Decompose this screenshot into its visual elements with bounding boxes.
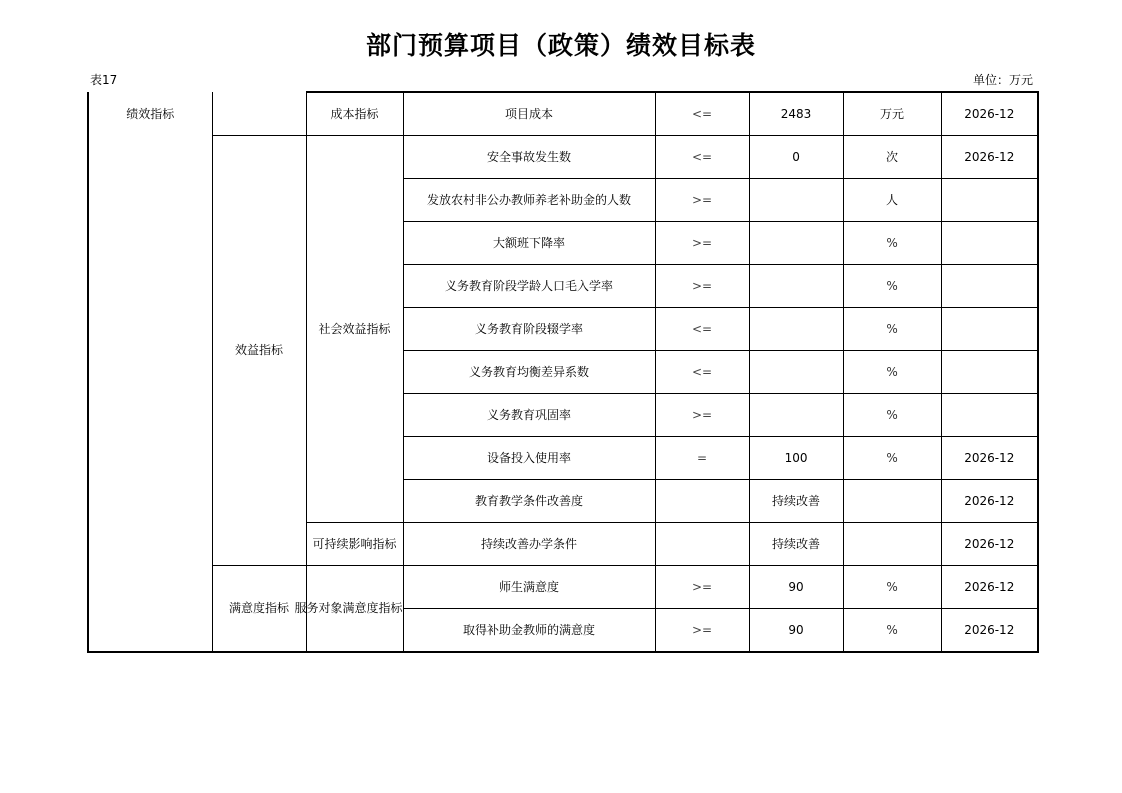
row-operator: >= <box>655 265 749 308</box>
row-value <box>749 265 843 308</box>
row-name: 取得补助金教师的满意度 <box>403 609 655 653</box>
row-operator: <= <box>655 136 749 179</box>
row-operator: >= <box>655 566 749 609</box>
row-operator: <= <box>655 308 749 351</box>
row-unit: % <box>843 222 941 265</box>
row-date <box>941 308 1038 351</box>
row-value <box>749 179 843 222</box>
row-name: 大额班下降率 <box>403 222 655 265</box>
row-name: 义务教育均衡差异系数 <box>403 351 655 394</box>
performance-table <box>87 91 1039 653</box>
row-name-text: 教育教学条件改善度 <box>475 494 584 508</box>
row-date: 2026-12 <box>941 609 1038 653</box>
row-name: 安全事故发生数 <box>403 136 655 179</box>
row-name <box>403 480 655 523</box>
row-name: 发放农村非公办教师养老补助金的人数 <box>403 179 655 222</box>
level2-satisfaction-cell: 满意度指标 <box>212 566 306 653</box>
row-date: 2026-12 <box>941 92 1038 136</box>
row-value: 0 <box>749 136 843 179</box>
row-unit: 人 <box>843 179 941 222</box>
row-date: 2026-12 <box>941 566 1038 609</box>
row-value: 持续改善 <box>749 523 843 566</box>
table-row <box>88 136 1038 179</box>
row-name: 义务教育巩固率 <box>403 394 655 437</box>
row-name: 师生满意度 <box>403 566 655 609</box>
row-unit: % <box>843 265 941 308</box>
row-operator: >= <box>655 609 749 653</box>
row-operator: <= <box>655 92 749 136</box>
row-date <box>941 222 1038 265</box>
row-unit: 万元 <box>843 92 941 136</box>
row-value <box>749 308 843 351</box>
row-value: 2483 <box>749 92 843 136</box>
row-name: 项目成本 <box>403 92 655 136</box>
row-value: 90 <box>749 609 843 653</box>
row-unit <box>843 523 941 566</box>
row-operator <box>655 480 749 523</box>
row-operator: <= <box>655 351 749 394</box>
row-unit: 次 <box>843 136 941 179</box>
row-date: 2026-12 <box>941 480 1038 523</box>
row-unit <box>843 480 941 523</box>
row-date: 2026-12 <box>941 523 1038 566</box>
level2-empty-cell <box>212 92 306 136</box>
row-operator <box>655 523 749 566</box>
level1-perf-cell: 绩效指标 <box>88 92 212 652</box>
row-name: 义务教育阶段学龄人口毛入学率 <box>403 265 655 308</box>
row-value: 持续改善 <box>749 480 843 523</box>
row-unit: % <box>843 394 941 437</box>
table-row <box>88 566 1038 609</box>
level3-cost-cell: 成本指标 <box>306 92 403 136</box>
row-name: 设备投入使用率 <box>403 437 655 480</box>
level3-sustain-cell: 可持续影响指标 <box>306 523 403 566</box>
row-date <box>941 179 1038 222</box>
page-title: 部门预算项目（政策）绩效目标表 <box>365 31 756 60</box>
row-operator: >= <box>655 394 749 437</box>
row-date: 2026-12 <box>941 437 1038 480</box>
row-value <box>749 394 843 437</box>
row-date: 2026-12 <box>941 136 1038 179</box>
level3-social-cell: 社会效益指标 <box>306 136 403 523</box>
row-value <box>749 222 843 265</box>
row-date <box>941 351 1038 394</box>
row-operator: >= <box>655 179 749 222</box>
table-number: 表17 <box>90 73 118 87</box>
row-value <box>749 351 843 394</box>
row-unit: % <box>843 566 941 609</box>
row-value: 90 <box>749 566 843 609</box>
row-name: 持续改善办学条件 <box>403 523 655 566</box>
unit-label: 单位：万元 <box>972 73 1033 87</box>
row-unit: % <box>843 609 941 653</box>
row-date <box>941 394 1038 437</box>
row-unit: % <box>843 437 941 480</box>
row-unit: % <box>843 351 941 394</box>
table-row <box>88 92 1038 136</box>
row-operator: = <box>655 437 749 480</box>
row-operator: >= <box>655 222 749 265</box>
row-value: 100 <box>749 437 843 480</box>
level3-service-cell: 服务对象满意度指标 <box>306 566 403 653</box>
row-name: 义务教育阶段辍学率 <box>403 308 655 351</box>
level2-benefit-cell: 效益指标 <box>212 136 306 566</box>
row-date <box>941 265 1038 308</box>
row-unit: % <box>843 308 941 351</box>
